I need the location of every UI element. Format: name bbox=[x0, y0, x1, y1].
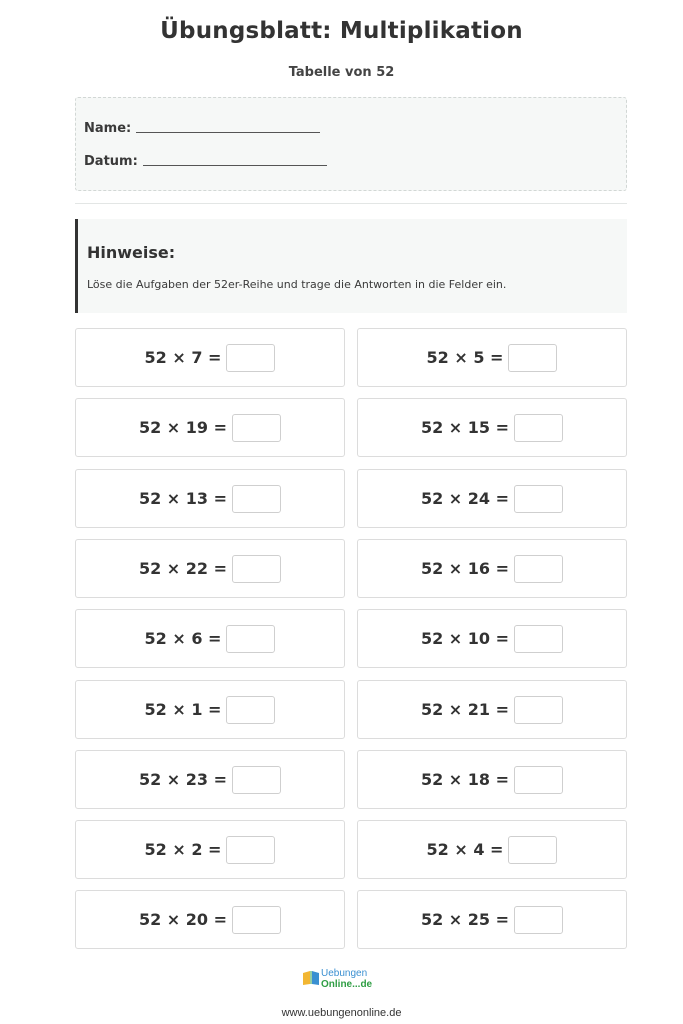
task-card bbox=[357, 820, 627, 879]
answer-input[interactable] bbox=[226, 836, 275, 864]
task-card bbox=[357, 750, 627, 809]
date-field[interactable] bbox=[143, 153, 327, 166]
answer-input[interactable] bbox=[508, 344, 557, 372]
site-logo bbox=[302, 968, 382, 994]
task-text: 52 × 16 = bbox=[420, 559, 510, 578]
logo-wordmark bbox=[321, 968, 372, 990]
task-card bbox=[357, 609, 627, 668]
answer-input[interactable] bbox=[232, 555, 281, 583]
task-card bbox=[357, 328, 627, 387]
answer-input[interactable] bbox=[226, 625, 275, 653]
divider bbox=[75, 203, 627, 204]
page-title: Übungsblatt: Multiplikation bbox=[160, 18, 523, 44]
answer-input[interactable] bbox=[232, 414, 281, 442]
open-book-icon bbox=[302, 969, 320, 987]
task-card bbox=[75, 890, 345, 949]
task-text: 52 × 24 = bbox=[420, 489, 510, 508]
name-label: Name: bbox=[84, 121, 132, 136]
task-card bbox=[75, 469, 345, 528]
answer-input[interactable] bbox=[226, 344, 275, 372]
name-row bbox=[84, 120, 320, 136]
task-text: 52 × 4 = bbox=[426, 840, 504, 859]
task-card bbox=[357, 539, 627, 598]
hint-title: Hinweise: bbox=[87, 243, 176, 262]
logo-text-bottom: Online...de bbox=[321, 979, 373, 990]
page-subtitle: Tabelle von 52 bbox=[288, 65, 395, 80]
task-card bbox=[357, 469, 627, 528]
task-text: 52 × 6 = bbox=[144, 629, 222, 648]
answer-input[interactable] bbox=[232, 766, 281, 794]
task-card bbox=[75, 680, 345, 739]
student-info-box bbox=[75, 97, 627, 191]
task-text: 52 × 23 = bbox=[138, 770, 228, 789]
task-text: 52 × 21 = bbox=[420, 700, 510, 719]
answer-input[interactable] bbox=[514, 625, 563, 653]
task-text: 52 × 5 = bbox=[426, 348, 504, 367]
name-field[interactable] bbox=[136, 120, 320, 133]
answer-input[interactable] bbox=[232, 906, 281, 934]
task-card bbox=[357, 890, 627, 949]
task-card bbox=[357, 398, 627, 457]
task-text: 52 × 22 = bbox=[138, 559, 228, 578]
task-text: 52 × 13 = bbox=[138, 489, 228, 508]
footer-url[interactable]: www.uebungenonline.de bbox=[281, 1007, 402, 1019]
task-text: 52 × 10 = bbox=[420, 629, 510, 648]
task-text: 52 × 15 = bbox=[420, 418, 510, 437]
answer-input[interactable] bbox=[514, 555, 563, 583]
task-card bbox=[75, 609, 345, 668]
task-card bbox=[75, 820, 345, 879]
date-label: Datum: bbox=[84, 154, 138, 169]
task-text: 52 × 2 = bbox=[144, 840, 222, 859]
task-text: 52 × 19 = bbox=[138, 418, 228, 437]
task-card bbox=[75, 398, 345, 457]
date-row bbox=[84, 153, 327, 169]
task-text: 52 × 25 = bbox=[420, 910, 510, 929]
task-text: 52 × 1 = bbox=[144, 700, 222, 719]
task-card bbox=[75, 328, 345, 387]
task-card bbox=[75, 750, 345, 809]
answer-input[interactable] bbox=[514, 485, 563, 513]
task-text: 52 × 18 = bbox=[420, 770, 510, 789]
hint-text: Löse die Aufgaben der 52er-Reihe und trage die Antworten in die Felder ein. bbox=[87, 278, 507, 291]
task-text: 52 × 20 = bbox=[138, 910, 228, 929]
answer-input[interactable] bbox=[514, 696, 563, 724]
answer-input[interactable] bbox=[514, 766, 563, 794]
answer-input[interactable] bbox=[508, 836, 557, 864]
task-card bbox=[357, 680, 627, 739]
answer-input[interactable] bbox=[226, 696, 275, 724]
hint-box bbox=[75, 219, 627, 313]
answer-input[interactable] bbox=[232, 485, 281, 513]
answer-input[interactable] bbox=[514, 414, 563, 442]
task-text: 52 × 7 = bbox=[144, 348, 222, 367]
answer-input[interactable] bbox=[514, 906, 563, 934]
task-card bbox=[75, 539, 345, 598]
logo-text-top: Uebungen bbox=[321, 968, 368, 979]
